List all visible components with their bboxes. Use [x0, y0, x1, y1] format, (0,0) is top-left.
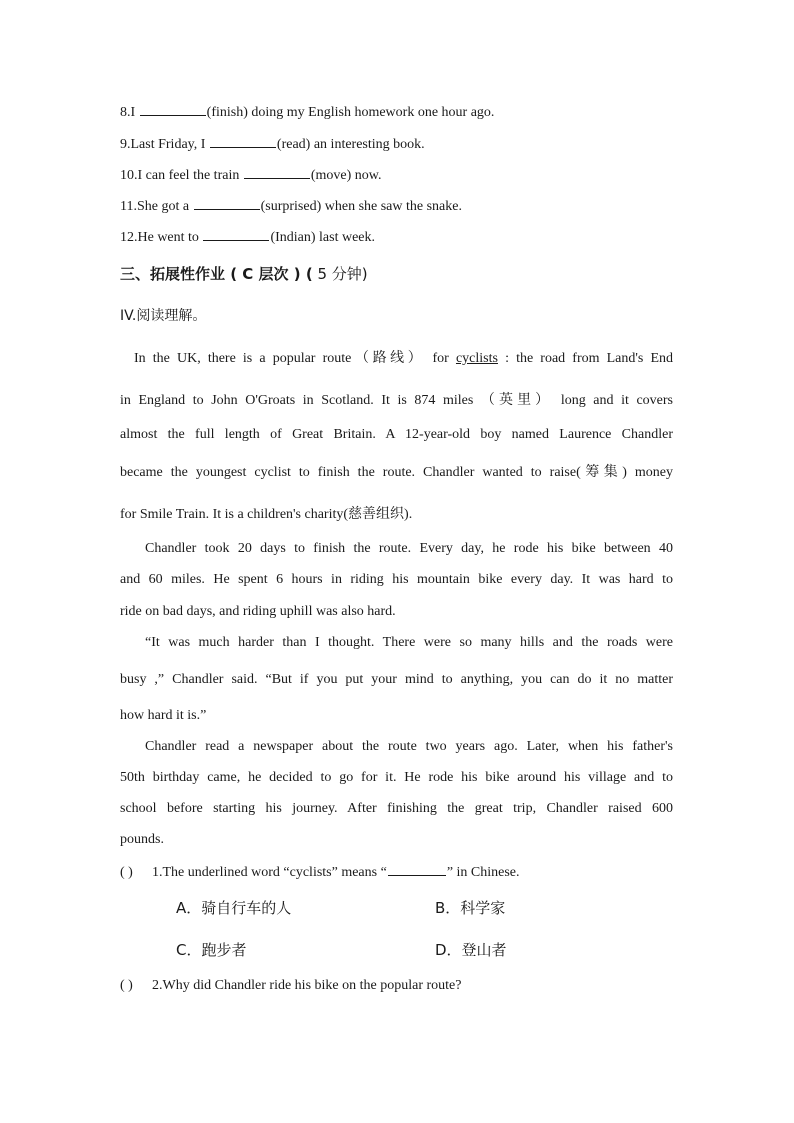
passage-cn-gloss: 慈善组织: [348, 506, 405, 522]
part-title: IV.阅读理解。: [120, 308, 207, 324]
exercise-8-text-after: doing my English homework one hour ago.: [247, 105, 495, 120]
exercise-12-blank[interactable]: [203, 228, 269, 241]
passage-text: : the road from Land's End: [497, 351, 674, 366]
exercise-8-text-before: 8.I: [120, 105, 139, 120]
exercise-8-blank[interactable]: [140, 103, 206, 116]
question-1-text: 1.The underlined word “cyclists” means “: [152, 865, 387, 880]
passage-cn-gloss: 筹集: [580, 464, 623, 480]
exercise-9-text-before: 9.Last Friday, I: [120, 137, 209, 152]
exercise-8: [120, 103, 494, 122]
question-1-blank[interactable]: [388, 863, 446, 876]
exercise-12: [120, 228, 375, 247]
exercise-9-blank[interactable]: [210, 135, 276, 148]
exercise-10-hint: (move): [310, 168, 352, 183]
question-1: [120, 863, 520, 882]
passage-text: ） long and it covers: [535, 393, 674, 408]
passage-p3-line-2: busy ,” Chandler said. “But if you put your mind to anything, you can do it no matter: [120, 672, 673, 687]
exercise-12-hint: (Indian): [270, 230, 316, 245]
passage-text: in England to John O'Groats in Scotland. It is 874 miles （: [120, 393, 499, 408]
passage-p2-line-1: Chandler took 20 days to finish the route. Every day, he rode his bike between 40: [145, 541, 673, 556]
passage-text: ) money: [622, 465, 673, 480]
exercise-12-text-before: 12.He went to: [120, 230, 203, 245]
passage-text: became the youngest cyclist to finish the route. Chandler wanted to raise(: [120, 465, 581, 480]
exercise-11-blank[interactable]: [194, 197, 260, 210]
passage-p4-line-3: school before starting his journey. After finishing the great trip, Chandler raised 600: [120, 801, 673, 816]
passage-p1-line-1: [120, 349, 673, 368]
section-time: 5 分钟): [312, 265, 368, 283]
underlined-word: cyclists: [455, 351, 498, 366]
option-b[interactable]: B．科学家: [435, 899, 506, 917]
passage-text: In the UK, there is a popular route（: [134, 351, 373, 366]
exercise-12-text-after: last week.: [315, 230, 376, 245]
passage-p1-line-5: [120, 505, 412, 524]
section-title: 三、拓展性作业 ( C 层次 ) (: [120, 265, 313, 283]
passage-p1-line-2: [120, 391, 673, 410]
answer-paren[interactable]: ( ): [120, 978, 133, 993]
passage-cn-gloss: 路线: [372, 350, 408, 366]
exercise-9: [120, 135, 425, 154]
passage-p4-line-2: 50th birthday came, he decided to go for it. He rode his bike around his village and to: [120, 770, 673, 785]
exercise-11-hint: (surprised): [260, 199, 322, 214]
exercise-9-hint: (read): [276, 137, 311, 152]
passage-p3-line-3: how hard it is.”: [120, 708, 207, 723]
passage-text: for Smile Train. It is a children's charity(: [120, 507, 349, 522]
answer-paren[interactable]: ( ): [120, 865, 133, 880]
passage-p3-line-1: “It was much harder than I thought. There were so many hills and the roads were: [145, 635, 673, 650]
exercise-9-text-after: an interesting book.: [310, 137, 425, 152]
passage-p2-line-2: and 60 miles. He spent 6 hours in riding his mountain bike every day. It was hard to: [120, 572, 673, 587]
question-2: [120, 977, 461, 995]
exercise-11: [120, 197, 462, 216]
passage-cn-gloss: 英里: [498, 392, 536, 408]
passage-p1-line-4: [120, 463, 673, 482]
exercise-10-text-before: 10.I can feel the train: [120, 168, 243, 183]
passage-p4-line-4: pounds.: [120, 832, 164, 847]
option-d[interactable]: D．登山者: [435, 941, 507, 959]
exercise-11-text-after: when she saw the snake.: [321, 199, 462, 214]
section-heading: [120, 265, 368, 283]
question-1-text-after: ” in Chinese.: [446, 865, 520, 880]
exercise-11-text-before: 11.She got a: [120, 199, 193, 214]
passage-text: ） for: [407, 351, 456, 366]
question-2-text: 2.Why did Chandler ride his bike on the popular route?: [152, 978, 462, 993]
exercise-10-blank[interactable]: [244, 166, 310, 179]
option-a[interactable]: A．骑自行车的人: [176, 899, 292, 917]
passage-p2-line-3: ride on bad days, and riding uphill was also hard.: [120, 604, 396, 619]
passage-p1-line-3: almost the full length of Great Britain. A 12-year-old boy named Laurence Chandler: [120, 427, 673, 442]
exercise-10: [120, 166, 381, 185]
exercise-10-text-after: now.: [351, 168, 382, 183]
exercise-8-hint: (finish): [206, 105, 248, 120]
option-c[interactable]: C．跑步者: [176, 941, 247, 959]
passage-text: ).: [404, 507, 413, 522]
passage-p4-line-1: Chandler read a newspaper about the route two years ago. Later, when his father's: [145, 739, 673, 754]
